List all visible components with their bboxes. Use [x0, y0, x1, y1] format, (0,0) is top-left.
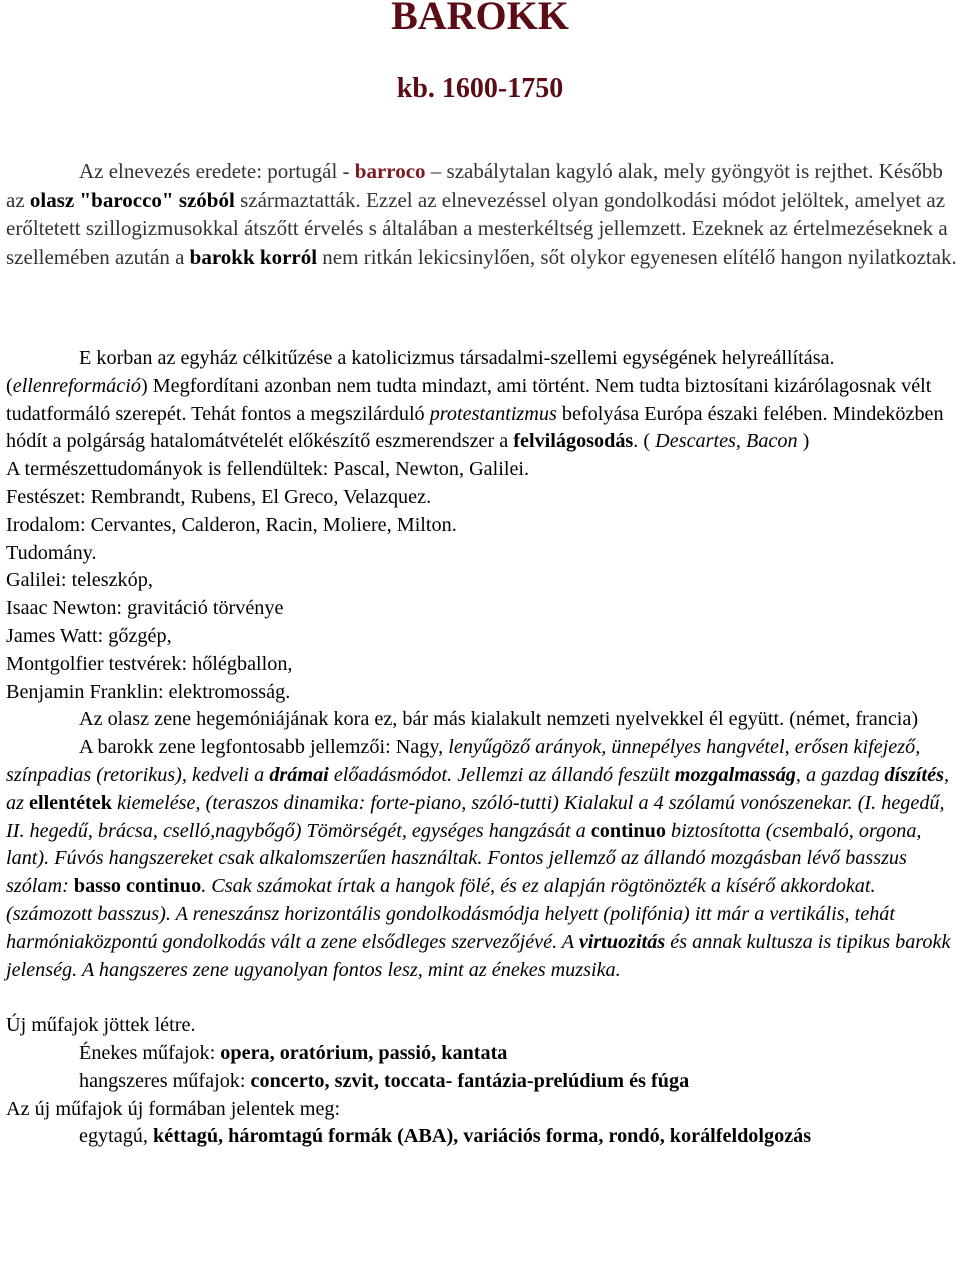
- page-title: BAROKK: [391, 0, 569, 38]
- z2-h: , az: [6, 763, 950, 814]
- line-painting: Festészet: Rembrandt, Rubens, El Greco, Velazquez.: [6, 485, 432, 508]
- z2-dramai: drámai: [269, 763, 329, 786]
- new-genres-line: Új műfajok jöttek létre.: [6, 1014, 196, 1037]
- instr-label: hangszeres műfajok:: [79, 1069, 251, 1092]
- forms-line: [6, 1123, 960, 1151]
- z2-j: kiemelése, (teraszos dinamika: forte-piano, szóló-tutti) Kialakul a 4 szólamú vonószenekar. (I. hegedű, II. hegedű, brácsa, cselló,nagybőgő) Tömörségét, egységes hangzását a: [6, 791, 945, 842]
- z2-b: lenyűgöző arányok, ünnepélyes hangvétel, erősen kifejező, színpadias (retorikus), kedveli a: [6, 736, 921, 786]
- p2-ellenreformacio: ellenreformáció: [12, 374, 141, 397]
- main-body: [6, 345, 960, 1151]
- music-paragraph-1: [6, 706, 960, 734]
- spacer: [6, 984, 960, 1012]
- line-galilei: Galilei: teleszkóp,: [6, 569, 153, 592]
- intro-text-4: nem ritkán lekicsinylően, sőt olykor egyenesen elítélő hangon nyilatkoztak.: [317, 244, 957, 269]
- forms-b: kéttagú, háromtagú formák (ABA), variációs forma, rondó, korálfeldolgozás: [153, 1125, 812, 1148]
- z2-n: . Csak számokat írtak a hangok fölé, és ez alapján rögtönözték a kísérő akkordokat. (számozott basszus). A reneszánsz horizontális gondolkodásmódja helyett (polifónia) itt már a vertikális, tehát harmóniaközpontú gondolkodás vált a zene elsődleges szervezőjévé. A: [6, 875, 895, 953]
- intro-paragraph: [6, 157, 958, 271]
- z2-a: A barokk zene legfontosabb jellemzői: Nagy,: [79, 736, 449, 759]
- p2-g: . (: [633, 430, 656, 453]
- intro-text-2: – szabálytalan kagyló alak, mely gyöngyöt is rejthet. Később az: [6, 159, 943, 212]
- z2-mozgalmassag: mozgalmasság: [674, 763, 796, 786]
- line-literature: Irodalom: Cervantes, Calderon, Racin, Moliere, Milton.: [6, 513, 457, 536]
- line-sciences: A természettudományok is fellendültek: Pascal, Newton, Galilei.: [6, 458, 530, 481]
- line-science-heading: Tudomány.: [6, 541, 97, 564]
- p2-a: E korban az egyház célkitűzése a katolicizmus társadalmi-szellemi egységének helyreállítása. (: [6, 347, 835, 397]
- line-watt: James Watt: gőzgép,: [6, 624, 172, 647]
- z2-diszites: díszítés: [884, 763, 944, 786]
- forms-a: egytagú,: [79, 1125, 153, 1148]
- z2-f: , a gazdag: [795, 763, 885, 786]
- p2-e: befolyása Európa északi felében. Mindeközben hódít a polgárság hatalomátvételét előkészítő eszmerendszer a: [6, 402, 944, 453]
- p2-i: ): [797, 430, 810, 453]
- z2-continuo: continuo: [590, 819, 666, 842]
- vocal-label: Énekes műfajok:: [79, 1041, 221, 1064]
- z2-basso-continuo: basso continuo: [73, 875, 202, 898]
- intro-text-1: Az elnevezés eredete: portugál -: [79, 159, 355, 183]
- z2-p: és annak kultusza is tipikus barokk jelenség. A hangszeres zene ugyanolyan fontos lesz, mint az énekes muzsika.: [6, 930, 951, 981]
- instr-list: concerto, szvit, toccata- fantázia-prelúdium és fúga: [250, 1069, 690, 1092]
- line-newton: Isaac Newton: gravitáció törvénye: [6, 597, 284, 620]
- p2-felvilagosodas: felvilágosodás: [513, 430, 634, 453]
- line-montgolfier: Montgolfier testvérek: hőlégballon,: [6, 652, 293, 675]
- vocal-genres-line: [6, 1040, 960, 1068]
- z2-virtuozitas: virtuozitás: [578, 930, 666, 953]
- intro-barroco: barroco: [354, 159, 426, 183]
- z2-ellentetek: ellentétek: [29, 791, 112, 814]
- z2-d: előadásmódot. Jellemzi az állandó feszült: [328, 763, 675, 786]
- intro-barokk-kor: barokk korról: [189, 244, 318, 269]
- instrumental-genres-line: [6, 1068, 960, 1096]
- period-subtitle: kb. 1600-1750: [396, 73, 564, 104]
- p2-c: ) Megfordítani azonban nem tudta mindazt, ami történt. Nem tudta biztosítani kizárólagosnak vélt tudatformáló szerepét. Tehát fontos a megszilárduló: [6, 374, 932, 425]
- forms-intro-line: Az új műfajok új formában jelentek meg:: [6, 1097, 341, 1120]
- zene1-text: Az olasz zene hegemóniájának kora ez, bár más kialakult nemzeti nyelvekkel él együtt. (német, francia): [79, 708, 919, 731]
- vocal-list: opera, oratórium, passió, kantata: [220, 1041, 508, 1064]
- intro-barocco: olasz "barocco" szóból: [29, 187, 235, 212]
- line-franklin: Benjamin Franklin: elektromosság.: [6, 680, 291, 703]
- music-paragraph-2: [6, 734, 960, 984]
- church-paragraph: [6, 345, 960, 456]
- z2-l: biztosította (csembaló, orgona, lant). Fúvós hangszereket csak alkalomszerűen használtak. Fontos jellemző az állandó mozgásban lévő basszus szólam:: [6, 819, 922, 898]
- p2-protestantizmus: protestantizmus: [429, 402, 557, 425]
- p2-descartes: Descartes, Bacon: [655, 430, 798, 453]
- intro-text-3: származtatták. Ezzel az elnevezéssel olyan gondolkodási módot jelöltek, amelyet az erőltetett szillogizmusokkal átszőtt érvelés s általában a mesterkéltség jellemzett. Ezeknek az értelmezéseknek a szellemében azután a: [6, 187, 948, 269]
